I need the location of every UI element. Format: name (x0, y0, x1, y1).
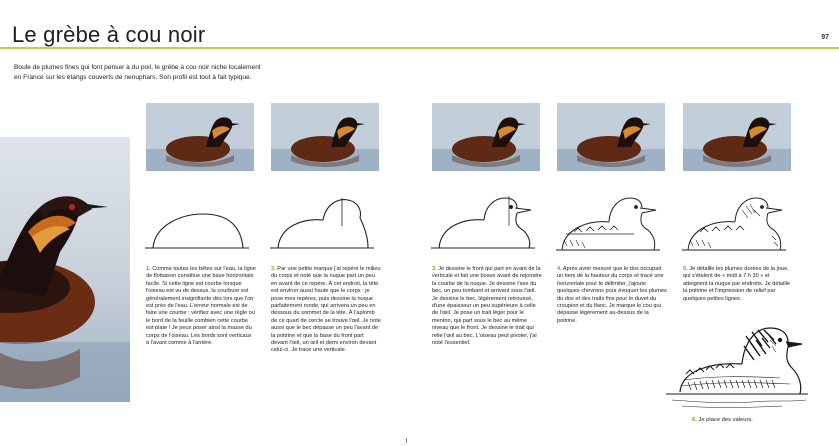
sketch-step-2 (268, 196, 378, 266)
step-number: 2. (271, 266, 276, 272)
step-description: Par une petite marque j'ai repéré le milieu du corps et noté que la nuque part un peu en avant de ce repère. À cet endroit, la tête est environ aussi haute que le corps : je pose mes repères, puis dessine la nuque parfaitement ronde, qui arrivera un peu en dessous du sommet de la tête. À l'aplomb de ce quart de cercle se trouve l'œil. Je note aussi que le bec dépasse un peu l'avant de la poitrine et que la base du front part devant l'œil, un œil et demi environ devant celui-ci. Je trace une verticale. (271, 266, 381, 354)
step-description: Je détaille les plumes dorées de la joue, qui s'étalent de « midi à 7 h 30 » et atteignent la nuque par endroits. Je détaille la poitrine et l'impression de relief par quelques petites lignes. (683, 266, 790, 302)
title-rule (0, 47, 839, 49)
step-number: 6. (692, 417, 697, 423)
intro-paragraph: Boule de plumes fines qui font penser à du poil, le grèbe à cou noir niche localement en France sur les étangs couverts de nenuphars. Son profil est tout à fait typique. (14, 64, 261, 81)
step-number: 3. (432, 266, 437, 272)
grebe-photo-step-1 (146, 103, 254, 171)
grebe-photo-step-4 (557, 103, 665, 171)
page-title: Le grèbe à cou noir (12, 22, 206, 47)
grebe-photo-large (0, 137, 130, 402)
grebe-photo-step-3 (432, 103, 540, 171)
step-description: Je dessine le front qui part en avant de la verticale et fait une bosse avant de rejoindre la courbe de la nuque. Je dessine l'axe du bec, un peu tombant et arrivant sous l'œil. Je dessine le bec, légèrement retroussé, d'une épaisseur un peu supérieure à celle de l'œil. Je pose un trait léger pour le menton, qui part sous le bec au même niveau que le front. Je dessine le trait qui relie l'œil au bec. L'oiseau peut pivoter, j'ai noté l'essentiel. (432, 266, 542, 347)
step-description: Je place des valeurs. (696, 417, 753, 423)
step-number: 1. (146, 266, 151, 272)
sketch-step-5 (680, 196, 790, 266)
grebe-photo-step-5 (683, 103, 791, 171)
sketch-step-3 (429, 196, 539, 266)
step-text-5 (683, 266, 793, 303)
page-number: 97 (821, 34, 829, 41)
final-caption (692, 417, 753, 423)
grebe-photo-step-2 (271, 103, 379, 171)
step-number: 4. (557, 266, 562, 272)
step-number: 5. (683, 266, 688, 272)
step-description: Comme toutes les bêtes sur l'eau, la ligne de flottaison constitue une base horizontale facile. Si cette ligne est courbe lorsque l'oiseau est vu de dessus, la courbure est généralement insignifiante dès lors que l'on est près de l'eau. L'erreur normale est de faire une courbe : vérifiez avec une règle ou le bord de la feuille combien cette courbe est plate ! Je peux poser ainsi la masse du corps de l'oiseau. Les bords sont verticaux à l'avant comme à l'arrière. (146, 266, 256, 347)
step-text-4 (557, 266, 667, 325)
step-text-1 (146, 266, 256, 347)
final-shaded-sketch (662, 310, 812, 420)
sketch-step-1 (143, 196, 253, 266)
step-text-2 (271, 266, 381, 355)
gutter-mark (406, 438, 407, 443)
step-description: Après avoir mesuré que le dos occupait un tiers de la hauteur du corps et tracé une horizontale pour le délimiter, j'ajoute quelques chevrons pour évoquer les plumes du dos et des traits fins pour le duvet du croupion et du flanc. Je marque le cou qui dépasse légèrement au-dessus de la poitrine. (557, 266, 667, 324)
step-text-3 (432, 266, 542, 347)
sketch-step-4 (554, 196, 664, 266)
